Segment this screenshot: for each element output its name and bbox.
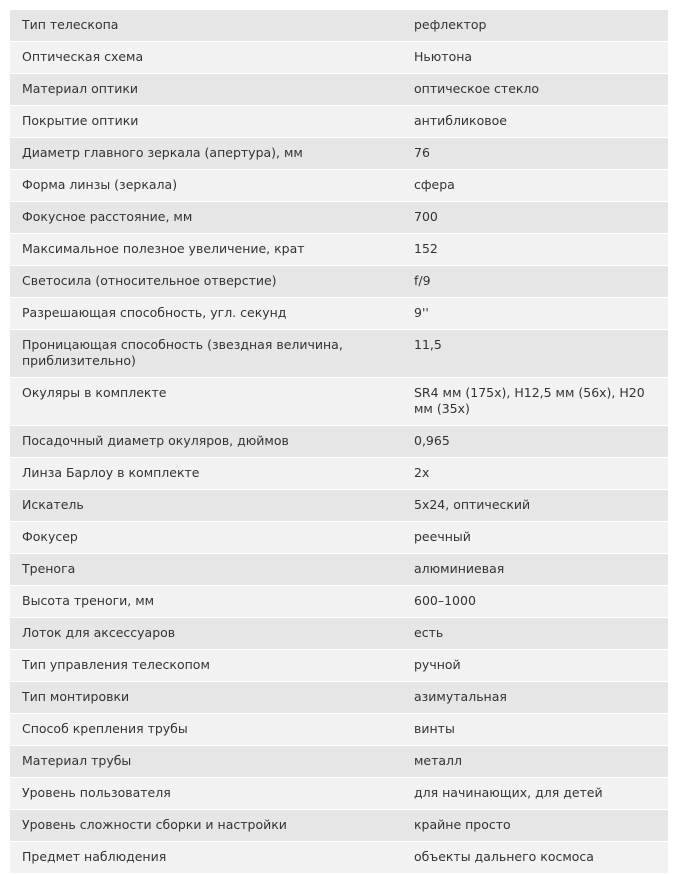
spec-label: Материал оптики [22,81,138,96]
spec-value: 5x24, оптический [414,497,531,512]
spec-label: Проницающая способность (звездная величина, приблизительно) [22,337,343,368]
spec-label: Высота треноги, мм [22,593,155,608]
spec-value: крайне просто [414,817,511,832]
spec-label: Предмет наблюдения [22,849,167,864]
spec-row [10,138,668,170]
spec-row [10,618,668,650]
spec-value: ручной [414,657,461,672]
spec-row [10,586,668,618]
spec-row [10,682,668,714]
spec-value: есть [414,625,444,640]
spec-value: металл [414,753,463,768]
spec-label: Окуляры в комплекте [22,385,167,400]
spec-value: 2x [414,465,430,480]
spec-value: 0,965 [414,433,450,448]
spec-label: Форма линзы (зеркала) [22,177,178,192]
spec-row [10,10,668,42]
spec-label: Уровень сложности сборки и настройки [22,817,287,832]
spec-row [10,202,668,234]
specs-table [10,10,668,874]
spec-value: сфера [414,177,455,192]
spec-row [10,330,668,378]
spec-label: Тип управления телескопом [22,657,210,672]
spec-label: Диаметр главного зеркала (апертура), мм [22,145,303,160]
spec-row [10,458,668,490]
spec-label: Максимальное полезное увеличение, крат [22,241,305,256]
spec-row [10,42,668,74]
spec-row [10,74,668,106]
spec-label: Посадочный диаметр окуляров, дюймов [22,433,289,448]
spec-value: 76 [414,145,430,160]
spec-value: 600–1000 [414,593,476,608]
spec-row [10,490,668,522]
spec-value: азимутальная [414,689,507,704]
spec-value: 9'' [414,305,429,320]
spec-label: Тренога [22,561,76,576]
spec-label: Лоток для аксессуаров [22,625,176,640]
spec-label: Оптическая схема [22,49,144,64]
spec-value: f/9 [414,273,431,288]
spec-value: для начинающих, для детей [414,785,603,800]
spec-value: антибликовое [414,113,507,128]
spec-row [10,106,668,138]
spec-label: Покрытие оптики [22,113,139,128]
spec-row [10,426,668,458]
spec-value: винты [414,721,455,736]
spec-row [10,842,668,874]
spec-value: реечный [414,529,471,544]
spec-label: Способ крепления трубы [22,721,188,736]
spec-value: Ньютона [414,49,473,64]
spec-row [10,522,668,554]
spec-label: Тип телескопа [22,17,119,32]
spec-row [10,650,668,682]
spec-value: объекты дальнего космоса [414,849,594,864]
spec-row [10,234,668,266]
spec-label: Тип монтировки [22,689,130,704]
spec-label: Линза Барлоу в комплекте [22,465,200,480]
spec-row [10,170,668,202]
spec-label: Фокусер [22,529,78,544]
spec-value: 152 [414,241,438,256]
spec-value: 11,5 [414,337,442,352]
spec-label: Уровень пользователя [22,785,171,800]
spec-label: Фокусное расстояние, мм [22,209,193,224]
spec-label: Разрешающая способность, угл. секунд [22,305,287,320]
spec-row [10,778,668,810]
spec-row [10,266,668,298]
spec-row [10,298,668,330]
spec-label: Светосила (относительное отверстие) [22,273,277,288]
spec-label: Материал трубы [22,753,132,768]
spec-value: алюминиевая [414,561,505,576]
spec-label: Искатель [22,497,84,512]
spec-row [10,378,668,426]
spec-row [10,746,668,778]
spec-value: оптическое стекло [414,81,540,96]
spec-row [10,714,668,746]
spec-row [10,810,668,842]
spec-value: рефлектор [414,17,487,32]
spec-value: SR4 мм (175x), H12,5 мм (56x), H20 мм (35x) [414,385,645,416]
spec-value: 700 [414,209,438,224]
spec-row [10,554,668,586]
